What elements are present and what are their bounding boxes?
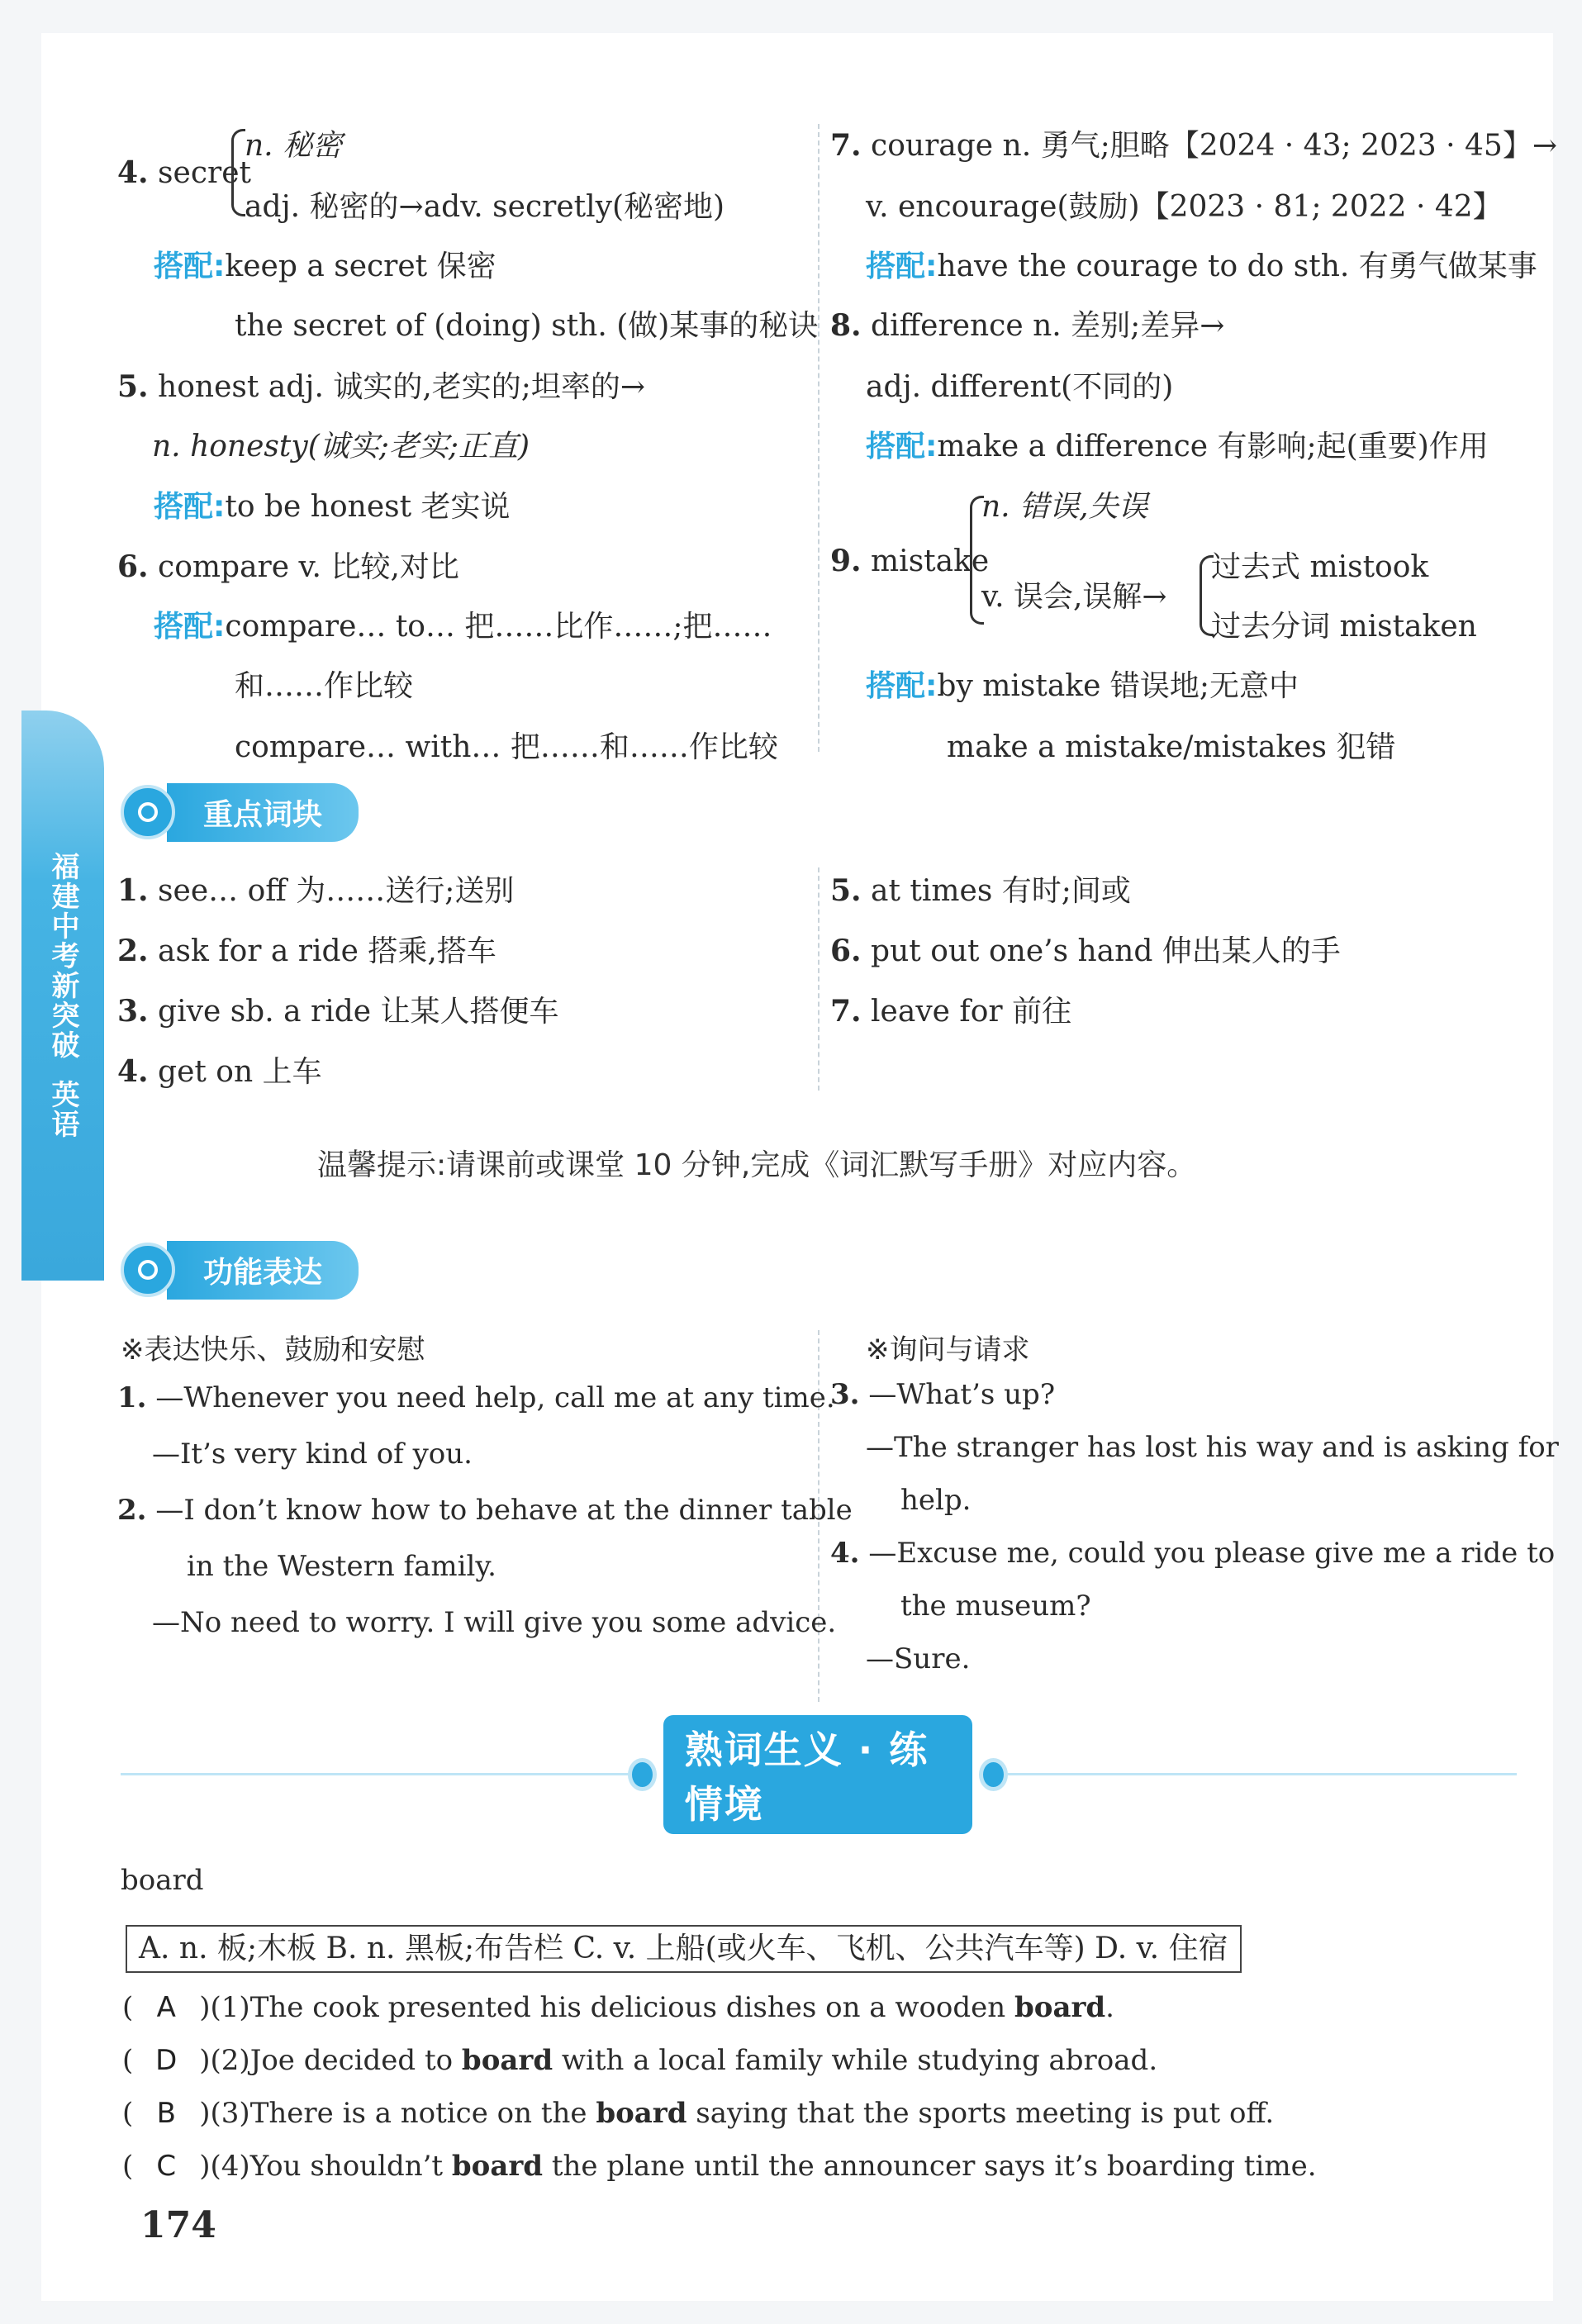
collocation-text: have the courage to do sth. 有勇气做某事 [937, 250, 1537, 283]
collocation-text: keep a secret 保密 [225, 250, 496, 283]
collocation-6a [154, 603, 772, 645]
item-text: the plane until the announcer says it’s boarding time. [543, 2150, 1317, 2183]
chunk-text: see… off 为……送行;送别 [158, 874, 515, 908]
entry-9-pp: 过去分词 mistaken [1211, 610, 1477, 644]
collocation-9b: make a mistake/mistakes 犯错 [947, 730, 1396, 764]
definition-box: A. n. 板;木板 B. n. 黑板;布告栏 C. v. 上船(或火车、飞机、公共汽车等) D. v. 住宿 [126, 1925, 1242, 1973]
collocation-9a [866, 663, 1299, 705]
dialog-text: —I don’t know how to behave at the dinner table [155, 1494, 853, 1527]
chunk-6: 6. put out one’s hand 伸出某人的手 [830, 934, 1341, 968]
collocation-tag: 搭配: [154, 250, 226, 283]
section-icon [121, 785, 175, 839]
chunk-text: put out one’s hand 伸出某人的手 [871, 934, 1341, 968]
section-header-chunks [121, 782, 359, 843]
banner-dot [979, 1758, 1008, 1791]
column-divider [818, 124, 820, 752]
entry-7: 7. courage n. 勇气;胆略【2024 · 43; 2023 · 45】→ [830, 128, 1557, 163]
entry-5-text: honest adj. 诚实的,老实的;坦率的→ [158, 370, 646, 404]
collocation-5 [154, 483, 511, 525]
dialog-text: —Excuse me, could you please give me a ride to [868, 1537, 1556, 1570]
chunk-text: ask for a ride 搭乘,搭车 [158, 934, 496, 968]
item-text: )(4)You shouldn’t [199, 2150, 452, 2183]
entry-9-noun: n. 错误,失误 [981, 490, 1148, 524]
answer-blank[interactable]: D [155, 2044, 178, 2077]
collocation-text: make a difference 有影响;起(重要)作用 [937, 430, 1489, 463]
entry-4-adj: adj. 秘密的→adv. secretly(秘密地) [245, 190, 725, 224]
chunk-text: leave for 前往 [871, 995, 1072, 1029]
dialog-2a: 2. —I don’t know how to behave at the dinner table [117, 1494, 853, 1527]
collocation-4b: the secret of (doing) sth. (做)某事的秘诀 [235, 309, 819, 343]
chunk-text: at times 有时;间或 [871, 874, 1131, 908]
chunk-2: 2. ask for a ride 搭乘,搭车 [117, 934, 496, 968]
chunk-4: 4. get on 上车 [117, 1054, 322, 1089]
practice-banner [628, 1728, 1008, 1827]
entry-9-verb: v. 误会,误解→ [981, 580, 1167, 614]
item-text: )(3)There is a notice on the [199, 2097, 596, 2130]
collocation-tag: 搭配: [154, 610, 226, 644]
collocation-text: compare… to… 把……比作……;把…… [225, 610, 772, 644]
function-heading-left: ※表达快乐、鼓励和安慰 [121, 1333, 425, 1366]
practice-item-4: ( C )(4)You shouldn’t board the plane until the announcer says it’s boarding time. [122, 2150, 1317, 2183]
divider-line [1005, 1773, 1517, 1775]
dialog-4a-cont: the museum? [900, 1590, 1091, 1623]
divider-line [121, 1773, 633, 1775]
dialog-3b: —The stranger has lost his way and is asking for [866, 1431, 1559, 1464]
entry-9: 9. mistake [830, 544, 990, 578]
collocation-text: to be honest 老实说 [225, 490, 511, 524]
section-icon [121, 1243, 175, 1297]
entry-6: 6. compare v. 比较,对比 [117, 549, 459, 584]
banner-title: 熟词生义 · 练情境 [663, 1715, 973, 1834]
item-keyword: board [1014, 1991, 1106, 2024]
tip-text: 温馨提示:请课前或课堂 10 分钟,完成《词汇默写手册》对应内容。 [317, 1148, 1197, 1182]
collocation-6b: compare… with… 把……和……作比较 [235, 730, 778, 764]
dialog-4b: —Sure. [866, 1642, 971, 1675]
dialog-1a: 1. —Whenever you need help, call me at any time. [117, 1381, 835, 1414]
entry-5b: n. honesty(诚实;老实;正直) [152, 430, 530, 463]
item-keyword: board [461, 2044, 553, 2077]
entry-8-text: difference n. 差别;差异→ [871, 309, 1225, 343]
chunk-3: 3. give sb. a ride 让某人搭便车 [117, 994, 559, 1029]
dialog-text: —Whenever you need help, call me at any time. [155, 1381, 835, 1414]
collocation-tag: 搭配: [866, 430, 938, 463]
dialog-3b-cont: help. [900, 1484, 972, 1517]
collocation-6a-cont: 和……作比较 [235, 669, 414, 703]
word-secret: secret [158, 156, 251, 190]
collocation-tag: 搭配: [154, 490, 226, 524]
collocation-text: by mistake 错误地;无意中 [937, 669, 1299, 703]
chunk-1: 1. see… off 为……送行;送别 [117, 873, 515, 908]
dialog-2a-cont: in the Western family. [187, 1550, 496, 1583]
entry-8b: adj. different(不同的) [866, 370, 1174, 404]
side-tab-subject: 英语 [46, 1080, 79, 1139]
entry-7-text: courage n. 勇气;胆略【2024 · 43; 2023 · 45】→ [871, 129, 1557, 163]
dialog-text: —What’s up? [868, 1378, 1056, 1411]
chunk-text: get on 上车 [158, 1055, 322, 1089]
item-keyword: board [596, 2097, 687, 2130]
entry-8: 8. difference n. 差别;差异→ [830, 308, 1225, 343]
collocation-8 [866, 423, 1489, 465]
section-title: 重点词块 [167, 783, 359, 842]
section-header-function [121, 1239, 359, 1300]
answer-blank[interactable]: B [156, 2097, 176, 2130]
item-keyword: board [451, 2150, 544, 2183]
item-text: with a local family while studying abroad. [553, 2044, 1158, 2077]
practice-item-1: ( A )(1)The cook presented his delicious dishes on a wooden board. [122, 1991, 1114, 2024]
collocation-7 [866, 243, 1537, 285]
brace [231, 129, 245, 216]
banner-dot [628, 1758, 657, 1791]
collocation-tag: 搭配: [866, 250, 938, 283]
practice-item-3: ( B )(3)There is a notice on the board saying that the sports meeting is put off. [122, 2097, 1275, 2130]
page-number: 174 [140, 2204, 216, 2246]
dialog-1b: —It’s very kind of you. [152, 1438, 473, 1471]
entry-4: 4. secret [117, 155, 251, 190]
entry-4-noun: n. 秘密 [245, 129, 343, 163]
section-title: 功能表达 [167, 1241, 359, 1300]
entry-9-past: 过去式 mistook [1211, 550, 1429, 584]
chunk-5: 5. at times 有时;间或 [830, 873, 1131, 908]
dialog-3a: 3. —What’s up? [830, 1378, 1056, 1411]
chunk-7: 7. leave for 前往 [830, 994, 1072, 1029]
function-heading-right: ※询问与请求 [866, 1333, 1030, 1366]
word-mistake: mistake [871, 544, 990, 578]
practice-word: board [121, 1864, 204, 1897]
chunk-text: give sb. a ride 让某人搭便车 [158, 995, 559, 1029]
answer-blank[interactable]: A [156, 1991, 176, 2024]
answer-blank[interactable]: C [156, 2150, 177, 2183]
collocation-tag: 搭配: [866, 669, 938, 703]
item-text: saying that the sports meeting is put off. [686, 2097, 1275, 2130]
entry-6-text: compare v. 比较,对比 [158, 550, 459, 584]
dialog-2b: —No need to worry. I will give you some advice. [152, 1606, 837, 1639]
side-tab-title: 福建中考新突破 [46, 852, 79, 1060]
item-text: )(2)Joe decided to [199, 2044, 462, 2077]
dialog-4a: 4. —Excuse me, could you please give me a ride to [830, 1537, 1556, 1570]
practice-item-2: ( D )(2)Joe decided to board with a local family while studying abroad. [122, 2044, 1158, 2077]
side-tab [21, 711, 104, 1281]
item-text: . [1105, 1991, 1114, 2024]
entry-5: 5. honest adj. 诚实的,老实的;坦率的→ [117, 369, 646, 404]
collocation-4a [154, 243, 496, 285]
column-divider [818, 867, 820, 1091]
entry-7b: v. encourage(鼓励)【2023 · 81; 2022 · 42】 [866, 190, 1503, 224]
item-text: )(1)The cook presented his delicious dishes on a wooden [199, 1991, 1014, 2024]
